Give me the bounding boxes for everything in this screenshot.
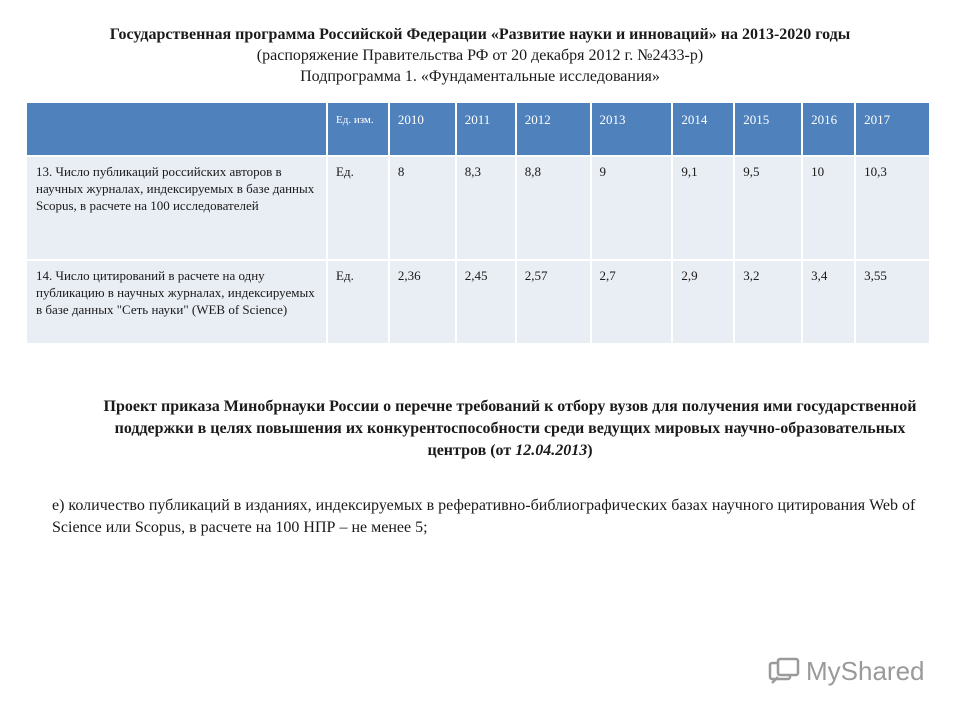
row-value: 2,36: [389, 260, 456, 344]
header-cell-label: [26, 102, 327, 156]
header-cell-unit: Ед. изм.: [327, 102, 389, 156]
header-cell-2012: 2012: [516, 102, 591, 156]
order-heading: [95, 396, 925, 462]
row-value: 8,3: [456, 156, 516, 260]
row-label: 14. Число цитирований в расчете на одну публикацию в научных журналах, индексируемых в базе данных "Сеть науки" (WEB of Science): [26, 260, 327, 344]
watermark[interactable]: [768, 656, 925, 687]
row-value: 10,3: [855, 156, 930, 260]
program-subtitle: (распоряжение Правительства РФ от 20 декабря 2012 г. №2433-р): [256, 47, 704, 64]
header-cell-2013: 2013: [591, 102, 673, 156]
row-value: 2,45: [456, 260, 516, 344]
order-date: 12.04.2013: [515, 442, 588, 459]
table-header-row: [26, 102, 930, 156]
table-row: [26, 260, 930, 344]
row-value: 9,5: [734, 156, 802, 260]
order-text: Проект приказа Минобрнауки России о перечне требований к отбору вузов для получения ими государственной поддержки в целях повышения их конкурентоспособности среди ведущих мировых научно-образовательных центров (от: [103, 398, 917, 459]
row-value: 8,8: [516, 156, 591, 260]
header-cell-2011: 2011: [456, 102, 516, 156]
row-value: 3,4: [802, 260, 855, 344]
row-value: 3,55: [855, 260, 930, 344]
order-close: ): [587, 442, 593, 459]
header-cell-2017: 2017: [855, 102, 930, 156]
row-value: 3,2: [734, 260, 802, 344]
row-value: 8: [389, 156, 456, 260]
program-title: Государственная программа Российской Федерации «Развитие науки и инноваций» на 2013-2020 годы: [109, 26, 851, 43]
header-cell-2010: 2010: [389, 102, 456, 156]
row-value: 9: [591, 156, 673, 260]
row-unit: Ед.: [327, 260, 389, 344]
row-unit: Ед.: [327, 156, 389, 260]
row-label: 13. Число публикаций российских авторов в научных журналах, индексируемых в базе данных Scopus, в расчете на 100 исследователей: [26, 156, 327, 260]
row-value: 9,1: [672, 156, 734, 260]
row-value: 2,57: [516, 260, 591, 344]
requirement-item: е) количество публикаций в изданиях, индексируемых в реферативно-библиографических базах научного цитирования Web of Science или Scopus, в расчете на 100 НПР – не менее 5;: [52, 497, 916, 536]
myshared-logo-icon: [768, 657, 802, 687]
header-cell-2014: 2014: [672, 102, 734, 156]
row-value: 2,9: [672, 260, 734, 344]
row-value: 2,7: [591, 260, 673, 344]
header-cell-2016: 2016: [802, 102, 855, 156]
row-value: 10: [802, 156, 855, 260]
indicators-table: [25, 101, 931, 345]
watermark-text: MyShared: [806, 656, 925, 686]
header-cell-2015: 2015: [734, 102, 802, 156]
page-header: [0, 24, 960, 87]
subprogram-title: Подпрограмма 1. «Фундаментальные исследования»: [300, 68, 660, 85]
table-row: [26, 156, 930, 260]
